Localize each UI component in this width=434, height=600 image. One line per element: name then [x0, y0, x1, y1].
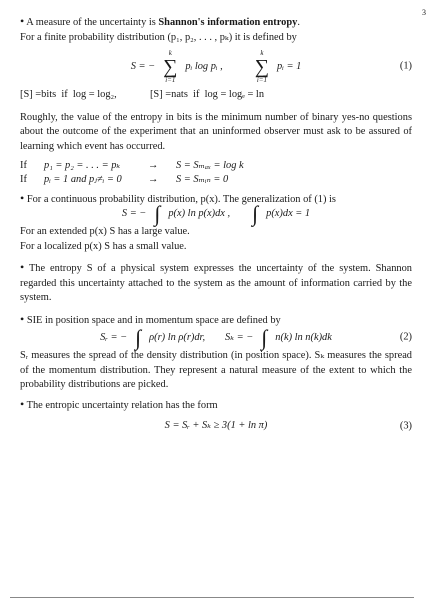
equation-number: (1)	[399, 60, 412, 72]
equation-2	[20, 324, 412, 350]
bottom-rule	[10, 597, 414, 598]
arrow-icon: →	[148, 159, 159, 171]
sum-lower-limit: i=1	[256, 76, 267, 85]
eq1-lhs: S = −	[130, 60, 156, 72]
text: SIE in position space and in momentum space are defined by	[26, 314, 281, 326]
condition-certain: pᵢ = 1 and pⱼ≠ᵢ = 0	[44, 174, 122, 186]
result-min: S = Sₘᵢₙ = 0	[176, 174, 229, 186]
sigma-symbol: ∑	[254, 56, 270, 79]
text: A measure of the uncertainty is	[26, 17, 159, 28]
sum-operator	[163, 49, 177, 85]
bullet: •	[20, 260, 25, 275]
eq1-term: pᵢ log pᵢ ,	[185, 60, 223, 72]
sum-operator	[255, 49, 269, 85]
arrow-icon: →	[148, 174, 159, 186]
text: The entropy S of a physical system expresses the uncertainty of the system. Shannon regarded this uncertainty attached to the system as the amount of information carried by the system.	[20, 263, 412, 304]
equation-3	[20, 419, 412, 434]
sigma-symbol: ∑	[163, 56, 178, 79]
uncertainty-relation-paragraph	[20, 397, 412, 414]
eq3-lhs: Sᵣ = −	[100, 331, 128, 343]
eq4-expression: S = Sᵣ + Sₖ ≥ 3(1 + ln π)	[164, 420, 268, 432]
eq2-term2: p(x)dx = 1	[266, 208, 311, 220]
sie-paragraph	[20, 312, 412, 329]
bullet: •	[20, 396, 25, 411]
integral-symbol: ∫	[154, 201, 161, 227]
entropy-limits	[20, 159, 412, 188]
eq3-term2: n(k) ln n(k)dk	[275, 331, 332, 343]
sum-upper-limit: k	[260, 49, 264, 58]
localized-line: For a localized p(x) S has a small value.	[20, 240, 187, 252]
eq3-term: ρ(r) ln ρ(r)dr,	[149, 331, 206, 343]
eq3-lhs2: Sₖ = −	[225, 331, 254, 343]
equation-continuous	[20, 201, 412, 227]
eq1-term2: pᵢ = 1	[277, 60, 302, 72]
eq2-term: p(x) ln p(x)dx ,	[168, 208, 231, 220]
physical-system-paragraph	[20, 260, 412, 306]
units-bits: [S] =bits if log = log₂,	[20, 89, 117, 101]
equation-number: (2)	[399, 331, 412, 343]
text: For a finite probability distribution (p₁, p₂, . . . , pₖ) it is defined by	[20, 31, 297, 43]
roughly-paragraph: Roughly, the value of the entropy in bits is the minimum number of binary yes-no questions about the outcome of the experiment that an uninformed observer must ask to be assured of learning which event has occurred.	[20, 111, 412, 152]
bullet: •	[20, 190, 25, 205]
integral-symbol: ∫	[135, 324, 142, 350]
shannon-definition-paragraph	[20, 14, 412, 45]
bullet: •	[20, 311, 25, 326]
sum-upper-limit: k	[168, 49, 172, 58]
units-line	[20, 88, 412, 103]
if-label: If	[20, 159, 27, 171]
result-max: S = Sₘₐₓ = log k	[176, 159, 244, 171]
if-label: If	[20, 174, 27, 186]
text: The entropic uncertainty relation has the form	[26, 399, 218, 411]
eq2-lhs: S = −	[121, 208, 147, 220]
extended-line: For an extended p(x) S has a large value.	[20, 225, 190, 237]
sum-lower-limit: i=1	[165, 76, 176, 85]
equation-number: (3)	[399, 420, 412, 432]
text: .	[297, 17, 300, 28]
condition-equal: p₁ = p₂ = . . . = pₖ	[44, 159, 121, 171]
bold-term: Shannon's information entropy	[158, 17, 298, 28]
continuous-paragraph	[20, 191, 412, 208]
text: For a continuous probability distribution, p(x). The generalization of (1) is	[26, 193, 336, 205]
page-number: 3	[422, 8, 426, 17]
integral-symbol: ∫	[252, 201, 259, 227]
equation-1	[20, 49, 412, 85]
bullet: •	[20, 14, 25, 28]
spread-paragraph: Sᵣ measures the spread of the density distribution (in position space). Sₖ measures the spread of the momentum distribution. They represent a natural measure of the extent to which the probability distributions are picked.	[20, 350, 412, 391]
integral-symbol: ∫	[261, 324, 268, 350]
units-nats: [S] =nats if log = logₑ = ln	[149, 89, 265, 101]
